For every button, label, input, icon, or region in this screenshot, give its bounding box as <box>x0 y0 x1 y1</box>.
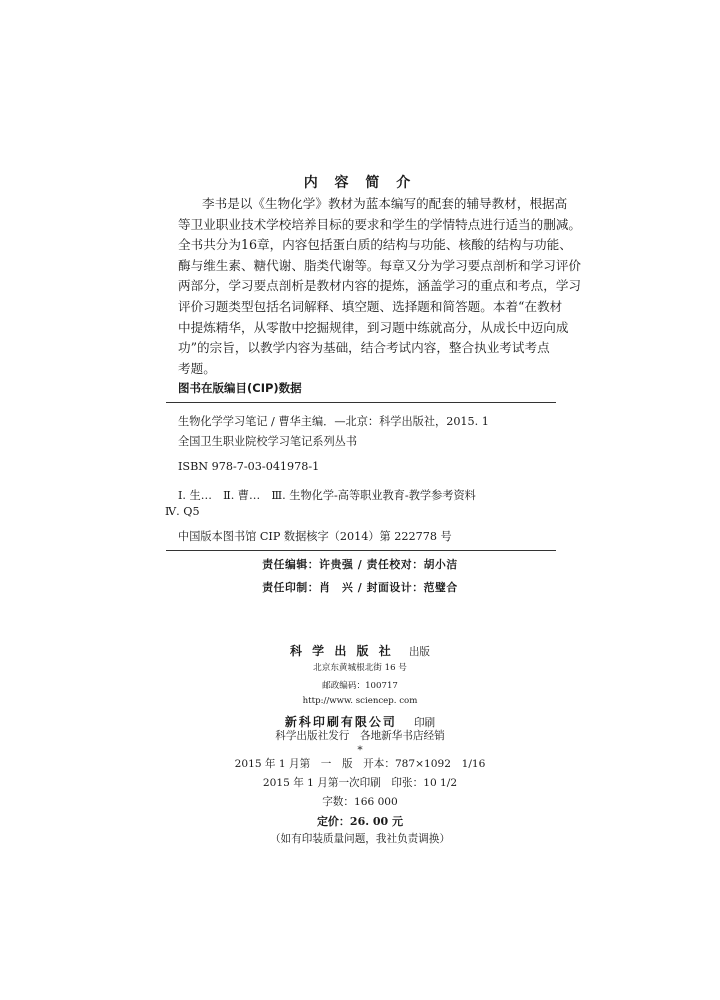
publish-suffix: 出版 <box>408 646 430 658</box>
cip-bottom-rule <box>166 550 556 551</box>
cip-subjects: Ⅰ. 生… Ⅱ. 曹… Ⅲ. 生物化学-高等职业教育-教学参考资料 <box>178 489 476 502</box>
edition-line: 2015 年 1 月第 一 版 开本：787×1092 1/16 <box>234 758 486 770</box>
summary-line: 评价习题类型包括名词解释、填空题、选择题和简答题。本着“在教材 <box>178 298 563 314</box>
distribution-line: 科学出版社发行 各地新华书店经销 <box>275 730 445 742</box>
printer-suffix: 印刷 <box>413 717 436 729</box>
cip-number: 中国版本图书馆 CIP 数据核字（2014）第 222778 号 <box>178 530 452 543</box>
cip-title-line: 生物化学学习笔记 / 曹华主编．—北京：科学出版社，2015. 1 <box>178 415 489 428</box>
publisher-address: 北京东黄城根北街 16 号 <box>313 663 407 673</box>
printer-name: 新科印刷有限公司 <box>284 715 397 729</box>
price: 定价：26. 00 元 <box>316 815 404 828</box>
cip-classification: Ⅳ. Q5 <box>165 505 200 518</box>
summary-body <box>178 194 581 379</box>
summary-line: 李书是以《生物化学》教材为蓝本编写的配套的辅导教材，根据高 <box>202 196 568 211</box>
credit-editors: 责任编辑：许贵强 / 责任校对：胡小洁 <box>262 558 458 571</box>
cip-heading: 图书在版编目(CIP)数据 <box>178 381 302 395</box>
publisher-line <box>0 640 720 659</box>
summary-line: 中提炼精华，从零散中挖掘规律，到习题中练就高分，从成长中迈向成 <box>178 319 569 335</box>
summary-line: 功”的宗旨，以教学内容为基础，结合考试内容，整合执业考试考点 <box>178 340 550 356</box>
publisher-postcode: 邮政编码：100717 <box>322 681 398 691</box>
summary-line: 酶与维生素、糖代谢、脂类代谢等。每章又分为学习要点剖析和学习评价 <box>178 257 581 273</box>
quality-notice: （如有印装质量问题，我社负责调换） <box>269 833 451 845</box>
publisher-url: http://www. sciencep. com <box>302 696 418 706</box>
cip-top-rule <box>166 402 556 403</box>
summary-line: 等卫业职业技术学校培养目标的要求和学生的学情特点进行适当的删减。 <box>178 216 581 232</box>
credit-printing: 责任印制：肖 兴 / 封面设计：范璧合 <box>262 581 458 594</box>
separator-asterisk: * <box>357 744 363 756</box>
summary-line: 考题。 <box>178 360 216 376</box>
cip-series-line: 全国卫生职业院校学习笔记系列丛书 <box>178 435 358 448</box>
summary-line: 全书共分为16章，内容包括蛋白质的结构与功能、核酸的结构与功能、 <box>178 237 572 253</box>
impression-line: 2015 年 1 月第一次印刷 印张：10 1/2 <box>262 777 458 789</box>
summary-title: 内 容 简 介 <box>303 175 417 191</box>
word-count: 字数：166 000 <box>322 796 398 808</box>
cip-isbn: ISBN 978-7-03-041978-1 <box>178 460 320 473</box>
publisher-name: 科 学 出 版 社 <box>290 644 394 658</box>
summary-line: 两部分，学习要点剖析是教材内容的提炼，涵盖学习的重点和考点，学习 <box>178 278 581 294</box>
